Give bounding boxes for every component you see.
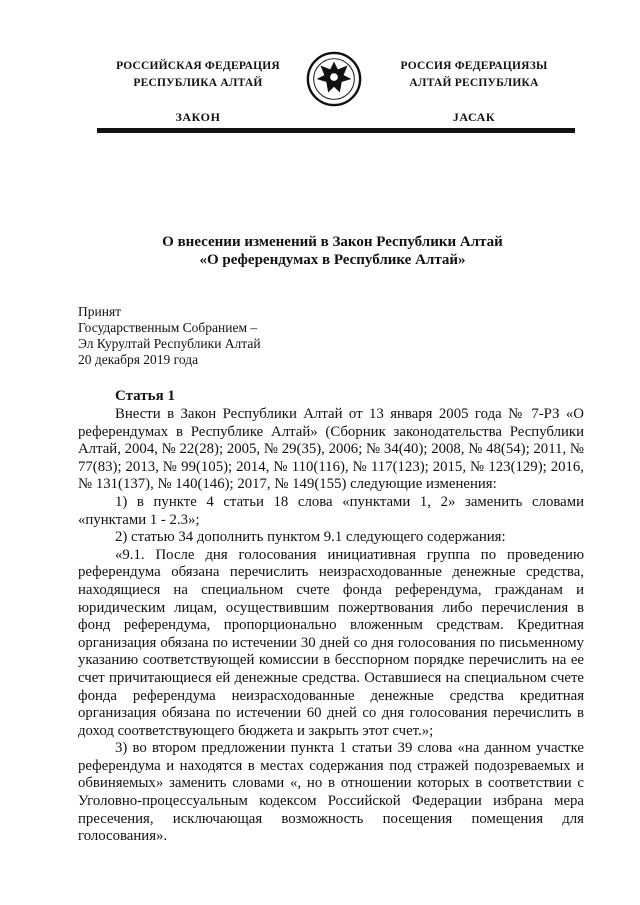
- header-left: [108, 58, 288, 126]
- header-left-line1: РОССИЙСКАЯ ФЕДЕРАЦИЯ: [116, 60, 280, 72]
- article-paragraph: «9.1. После дня голосования инициативная группа по проведению референдума обязана перечислить неизрасходованные денежные средства, находящиеся на специальном счете фонда референдума, гражданам и юридическим лицам, осуществившим пожертвования либо перечисления в фонд референдума, пропорционально вложенным средствам. Кредитная организация обязана по истечении 30 дней со дня голосования по письменному указанию соответствующей комиссии в бесспорном порядке перечислить на ее счет причитающиеся ей денежные средства. Оставшиеся на специальном счете фонда референдума неизрасходованные денежные средства кредитная организация обязана по истечении 60 дней со дня голосования перечислить в доход соответствующего бюджета и закрыть этот счет.»;: [78, 546, 584, 739]
- adoption-line3: Эл Курултай Республики Алтай: [78, 336, 261, 351]
- adoption-block: [78, 304, 261, 368]
- coat-of-arms-icon: [305, 50, 363, 108]
- header-right-line2: АЛТАЙ РЕСПУБЛИКА: [409, 77, 539, 89]
- header-right-kind: JАСАК: [452, 110, 496, 124]
- adoption-line1: Принят: [78, 304, 122, 319]
- title-line1: О внесении изменений в Закон Республики Алтай: [162, 234, 503, 250]
- article-paragraph: Внести в Закон Республики Алтай от 13 января 2005 года № 7-РЗ «О референдумах в Республике Алтай» (Сборник законодательства Республики Алтай, 2004, № 22(28); 2005, № 29(35), 2006; № 34(40); 2008, № 48(54); 2011, № 77(83); 2013, № 99(105); 2014, № 110(116), № 117(123); 2015, № 123(129); 2016, № 131(137), № 140(146); 2017, № 149(155) следующие изменения:: [78, 406, 584, 493]
- adoption-date: 20 декабря 2019 года: [78, 352, 199, 367]
- title-line2: «О референдумах в Республике Алтай»: [199, 252, 466, 268]
- document-title: [80, 233, 585, 269]
- header-right-line1: РОССИЯ ФЕДЕРАЦИЯЗЫ: [400, 60, 548, 72]
- header-left-line2: РЕСПУБЛИКА АЛТАЙ: [133, 77, 263, 89]
- article-paragraph: 1) в пункте 4 статьи 18 слова «пунктами 1, 2» заменить словами «пунктами 1 - 2.3»;: [78, 493, 584, 528]
- article-body: [78, 406, 584, 846]
- article-heading: Статья 1: [115, 388, 175, 404]
- header-right: [384, 58, 564, 126]
- header-divider: [97, 128, 575, 133]
- adoption-line2: Государственным Собранием –: [78, 320, 258, 335]
- article-paragraph: 2) статью 34 дополнить пунктом 9.1 следующего содержания:: [115, 529, 506, 546]
- header-left-kind: ЗАКОН: [175, 110, 221, 124]
- article-paragraph: 3) во втором предложении пункта 1 статьи 39 слова «на данном участке референдума и находятся в местах содержания под стражей подозреваемых и обвиняемых» заменить словами «, но в отношении которых в соответствии с Уголовно-процессуальным кодексом Российской Федерации избрана мера пресечения, исключающая возможность посещения помещения для голосования».: [78, 740, 584, 845]
